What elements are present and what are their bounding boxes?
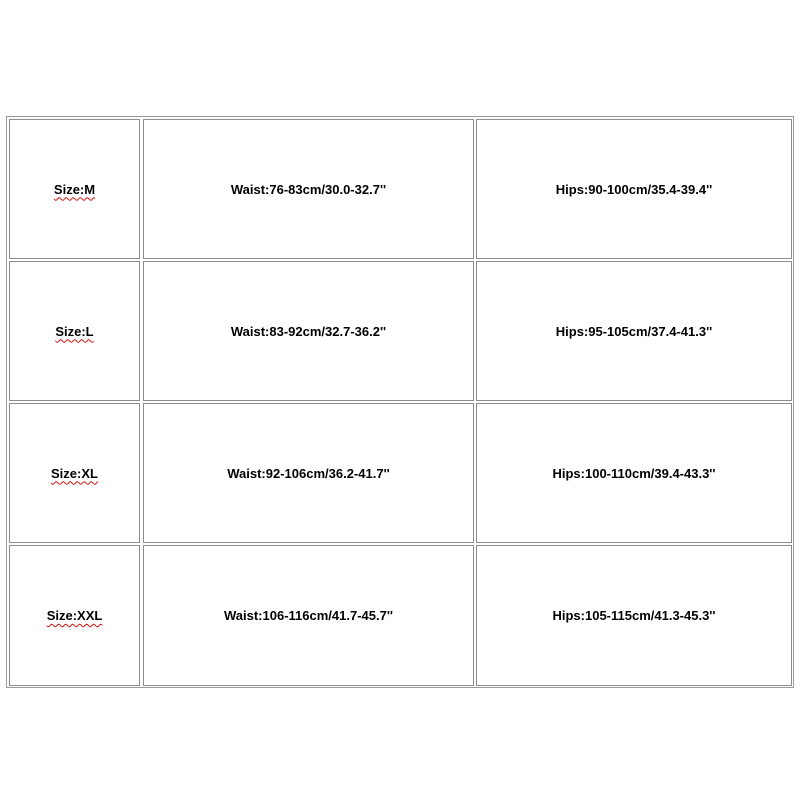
- size-chart-table: [6, 116, 794, 688]
- size-cell: [9, 261, 140, 401]
- waist-cell: [143, 119, 474, 259]
- size-label: Size:M: [53, 181, 96, 197]
- hips-cell: [476, 119, 792, 259]
- waist-cell: [143, 545, 474, 686]
- waist-measurement: Waist:92-106cm/36.2-41.7'': [227, 465, 390, 481]
- size-label: Size:L: [55, 323, 94, 339]
- size-cell: [9, 545, 140, 686]
- hips-measurement: Hips:105-115cm/41.3-45.3'': [552, 608, 716, 623]
- waist-measurement: Waist:76-83cm/30.0-32.7'': [230, 181, 387, 197]
- size-label: Size:XXL: [46, 608, 103, 623]
- waist-cell: [143, 403, 474, 543]
- hips-cell: [476, 545, 792, 686]
- hips-measurement: Hips:90-100cm/35.4-39.4'': [555, 181, 713, 197]
- waist-measurement: Waist:106-116cm/41.7-45.7'': [223, 608, 394, 623]
- hips-measurement: Hips:95-105cm/37.4-41.3'': [555, 323, 713, 339]
- size-label: Size:XL: [51, 465, 98, 481]
- hips-cell: [476, 261, 792, 401]
- size-cell: [9, 119, 140, 259]
- hips-measurement: Hips:100-110cm/39.4-43.3'': [552, 465, 716, 481]
- hips-cell: [476, 403, 792, 543]
- waist-measurement: Waist:83-92cm/32.7-36.2'': [230, 323, 387, 339]
- size-cell: [9, 403, 140, 543]
- waist-cell: [143, 261, 474, 401]
